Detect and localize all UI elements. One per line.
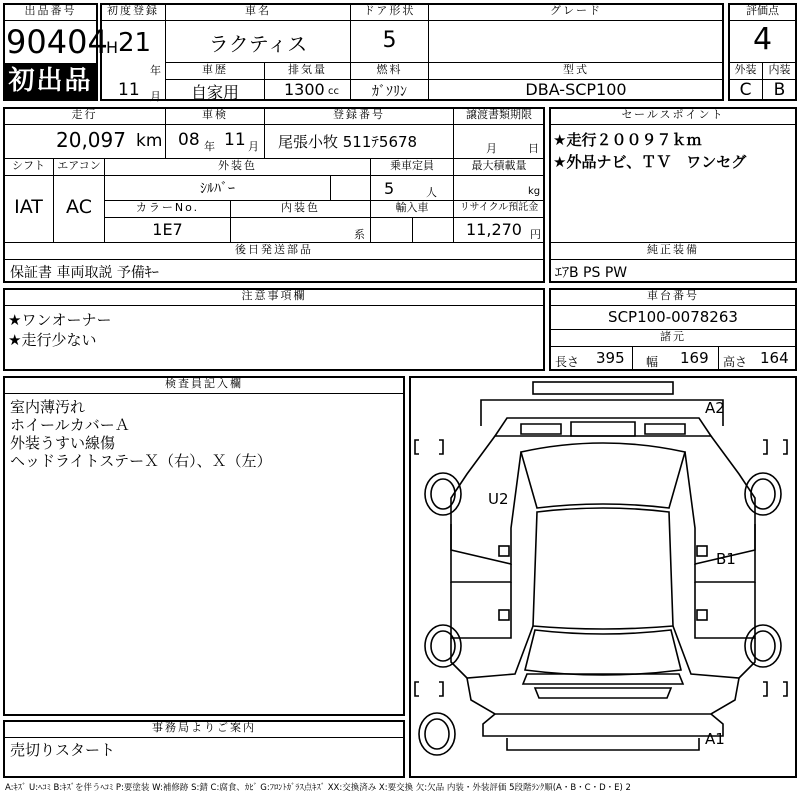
capacity-value: 5	[384, 179, 395, 198]
grade-label: グレード	[550, 4, 602, 17]
height-value: 164	[760, 349, 789, 367]
inspection-month-unit: 月	[248, 140, 259, 153]
length-value: 395	[596, 349, 625, 367]
history-label: 車歴	[202, 63, 228, 76]
car-name-label: 車名	[245, 4, 271, 17]
score-value: 4	[752, 22, 773, 57]
equipment-value: ｴｱB PS PW	[555, 265, 628, 281]
office-label: 事務局よりご案内	[152, 721, 256, 734]
width-label: 幅	[646, 355, 659, 369]
first-reg-year-unit: 年	[150, 64, 161, 77]
shift-value: IAT	[14, 196, 43, 218]
recycle-label: リサイクル預託金	[459, 202, 539, 213]
doors-value: 5	[382, 28, 397, 53]
ext-color-label: 外装色	[218, 159, 257, 172]
inspection-month: 11	[224, 130, 246, 150]
damage-mark-a1: A1	[705, 730, 725, 748]
chassis-label: 車台番号	[647, 289, 699, 302]
interior-grade-value: B	[773, 80, 786, 100]
inspection-year: 08	[178, 130, 200, 150]
inspector-label: 検査員記入欄	[165, 377, 243, 390]
first-reg-month-unit: 月	[150, 90, 161, 103]
first-reg-month: 11	[118, 80, 140, 100]
import-label: 輸入車	[395, 201, 429, 214]
notes-line-2: ★走行少ない	[8, 331, 97, 349]
inspector-line-4: ヘッドライトステーＸ（右）、Ｘ（左）	[10, 452, 272, 470]
int-color-label: 内装色	[281, 201, 320, 214]
recycle-value: 11,270	[466, 220, 522, 239]
equipment-label: 純正装備	[647, 243, 699, 256]
max-load-label: 最大積載量	[471, 159, 527, 172]
recycle-unit: 円	[530, 228, 541, 241]
ext-color-value: ｼﾙﾊﾞｰ	[200, 181, 235, 197]
car-diagram	[411, 378, 795, 776]
score-label: 評価点	[746, 4, 779, 17]
aircon-label: エアコン	[57, 159, 101, 172]
capacity-label: 乗車定員	[390, 159, 434, 172]
inspection-year-unit: 年	[204, 140, 215, 153]
model-label: 型式	[563, 63, 589, 76]
registration-label: 登録番号	[333, 108, 385, 121]
notes-label: 注意事項欄	[241, 289, 307, 302]
transfer-docs-day-unit: 日	[528, 142, 539, 155]
inspection-label: 車検	[202, 108, 228, 121]
damage-mark-u2: U2	[488, 490, 509, 508]
int-color-unit: 系	[354, 228, 365, 241]
color-no-label: カラーNo.	[135, 201, 200, 214]
registration-value: 尾張小牧 511ﾃ5678	[278, 133, 418, 151]
model-value: DBA-SCP100	[525, 80, 627, 99]
height-label: 高さ	[723, 355, 748, 369]
lot-label: 出品番号	[24, 4, 77, 17]
length-label: 長さ	[555, 355, 580, 369]
later-parts-value: 保証書 車両取説 予備ｷｰ	[10, 265, 159, 281]
exterior-grade-label: 外装	[734, 63, 757, 76]
later-parts-label: 後日発送部品	[235, 243, 313, 256]
first-reg-era: H	[106, 38, 119, 57]
width-value: 169	[680, 349, 709, 367]
doors-label: ドア形状	[363, 4, 416, 17]
office-value: 売切りスタート	[10, 741, 116, 759]
mileage-label: 走行	[71, 108, 98, 121]
sales-points-label: セールスポイント	[621, 108, 725, 121]
inspector-line-2: ホイールカバーＡ	[10, 416, 130, 434]
displacement-label: 排気量	[288, 63, 327, 76]
fuel-label: 燃料	[376, 63, 403, 76]
notes-line-1: ★ワンオーナー	[8, 311, 112, 329]
transfer-docs-month-unit: 月	[486, 142, 497, 155]
inspector-line-1: 室内薄汚れ	[10, 398, 86, 416]
damage-mark-b1: B1	[716, 550, 736, 568]
first-reg-label: 初度登録	[107, 4, 159, 17]
mileage-unit: km	[136, 131, 163, 151]
transfer-docs-label: 譲渡書類期限	[466, 108, 532, 121]
shift-label: シフト	[12, 159, 45, 172]
displacement-unit: cc	[328, 86, 339, 97]
max-load-unit: kg	[528, 186, 541, 197]
exterior-grade-value: C	[739, 80, 752, 100]
chassis-value: SCP100-0078263	[608, 308, 738, 326]
damage-mark-a2: A2	[705, 399, 725, 417]
aircon-value: AC	[66, 196, 92, 218]
sales-point-line-2: ★外品ナビ、ＴＶ ワンセグ	[553, 153, 747, 171]
legend-text: A:ｷｽﾞ U:ﾍｺﾐ B:ｷｽﾞを伴うﾍｺﾐ P:要塗装 W:補修跡 S:錆 C:腐食、ｶﾋﾞ G:ﾌﾛﾝﾄｶﾞﾗｽ点ｷｽﾞ XX:交換済み X:要交換 欠:欠品 内装・外装評価 5段階ﾗﾝｸ順(A・B・C・D・E) 2	[5, 783, 631, 793]
history-value: 自家用	[190, 83, 239, 102]
interior-grade-label: 内装	[768, 63, 791, 76]
car-name-value: ラクティス	[208, 32, 308, 56]
inspector-line-3: 外装うすい線傷	[10, 434, 116, 452]
color-no-value: 1E7	[152, 220, 183, 239]
sales-point-line-1: ★走行２００９７ｋｍ	[553, 131, 702, 149]
fuel-value: ｶﾞｿﾘﾝ	[372, 84, 407, 100]
mileage-value: 20,097	[56, 128, 126, 152]
specs-label: 諸元	[660, 330, 686, 343]
lot-number: 90404	[6, 23, 108, 61]
displacement-value: 1300	[284, 80, 325, 99]
capacity-unit: 人	[426, 186, 437, 199]
first-reg-year: 21	[118, 28, 152, 58]
first-listing-label: 初出品	[8, 66, 93, 96]
